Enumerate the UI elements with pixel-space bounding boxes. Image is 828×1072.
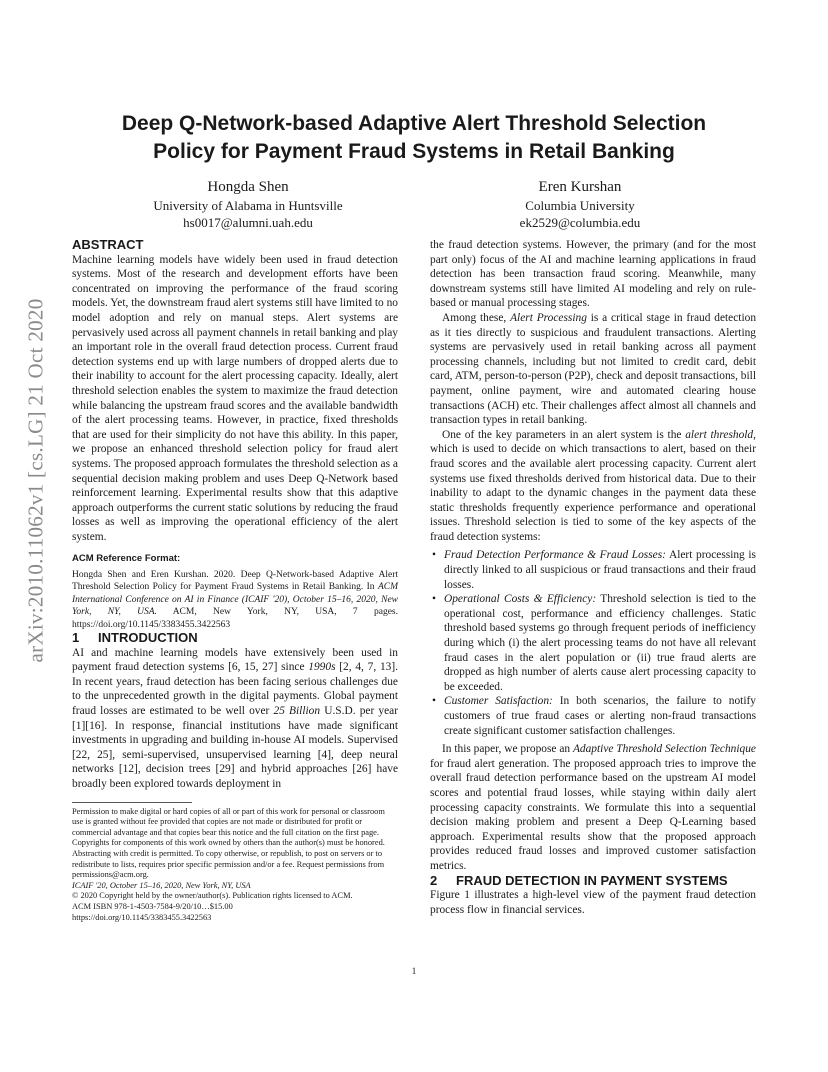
emphasis: 25 Billion <box>273 705 321 718</box>
intro-paragraph-3 <box>430 428 756 545</box>
title-line-2: Policy for Payment Fraud Systems in Retail Banking <box>153 140 675 163</box>
section-2-heading <box>430 874 756 889</box>
author-email: ek2529@columbia.edu <box>519 215 641 230</box>
intro-paragraph-4 <box>430 742 756 873</box>
text-run: In this paper, we propose an <box>442 743 573 756</box>
arxiv-sidebar <box>22 290 50 670</box>
text-run: U.S.D. per year [1][16]. In response, financial institutions have made significant investments in upgrading and building in-house AI models. Supervised [22, 25], semi-supervised, unsupervised learning [4], deep neural networks [12], decision trees [29] and hybrid approaches [26] have broadly been explored towards deployment in <box>72 705 398 791</box>
emphasis: Alert Processing <box>510 311 587 324</box>
intro-paragraph <box>72 646 398 792</box>
text-run: Among these, <box>442 311 511 324</box>
section-1-heading <box>72 631 398 646</box>
bullet-text: In both scenarios, the failure to notify customers of true fraud cases or alerting non-fraud transactions create significant customer satisfaction challenges. <box>444 695 756 737</box>
text-run: [2, 4, 7, 13]. In recent years, fraud detection has been facing serious challenges due to the unprecedented growth in the digital payments. Global payment fraud losses are estimated to be well over <box>72 661 398 718</box>
section-number: 1 <box>72 630 80 646</box>
bullet-term: Operational Costs & Efficiency: <box>444 593 597 606</box>
emphasis: Adaptive Threshold Selection Technique <box>572 743 756 756</box>
text-run: , which is used to decide on which transactions to alert, based on their fraud scores and the available alert processing capacity. Current alert systems use fixed thresholds derived from historical data. Due to their inability to adapt to the dynamic changes in the payment data these static thresholds frequently experience performance and operational issues. Threshold selection is tied to some of the key aspects of the fraud detection systems: <box>430 428 756 543</box>
author-email: hs0017@alumni.uah.edu <box>183 215 313 230</box>
arxiv-identifier: arXiv:2010.11062v1 [cs.LG] 21 Oct 2020 <box>23 297 48 663</box>
list-item <box>432 592 756 694</box>
title-line-1: Deep Q-Network-based Adaptive Alert Threshold Selection <box>121 112 707 135</box>
bullet-icon: • <box>432 549 436 562</box>
acm-reference-text: Hongda Shen and Eren Kurshan. 2020. Deep Q-Network-based Adaptive Alert Threshold Selection Policy for Payment Fraud Systems in Retail Banking. In <box>72 570 398 593</box>
text-run: AI and machine learning models have extensively been used in payment fraud detection systems [6, 15, 27] since <box>72 646 398 674</box>
acm-reference-body <box>72 569 398 631</box>
bullet-text: Threshold selection is tied to the operational cost, performance and efficiency challenges. Static threshold based systems go through frequent periods of inefficiency during which (i) the alert processing teams do not have all relevant fraud cases in the alert population or (ii) true fraud alerts are dropped as high number of alerts cause alert processing capacity to be exceeded. <box>444 593 756 693</box>
bullet-list <box>430 548 756 738</box>
intro-paragraph-continued: the fraud detection systems. However, the primary (and for the most part only) focus of the AI and machine learning applications in fraud detection has been transaction fraud scoring. Meanwhile, many downstream systems still have limited AI modeling and rely on rule-based or manual processing stages. <box>430 239 756 310</box>
copyright-line: © 2020 Copyright held by the owner/author(s). Publication rights licensed to ACM. <box>72 891 353 901</box>
author-name: Eren Kurshan <box>538 179 622 195</box>
list-item <box>432 548 756 592</box>
acm-reference-heading: ACM Reference Format: <box>72 553 181 565</box>
intro-paragraph-2 <box>430 311 756 428</box>
section-title: FRAUD DETECTION IN PAYMENT SYSTEMS <box>456 872 728 888</box>
left-column <box>72 238 398 923</box>
bullet-term: Customer Satisfaction: <box>444 695 553 708</box>
bullet-text: Alert processing is directly linked to all suspicious or fraud transactions and their fraud losses. <box>444 549 756 591</box>
bullet-icon: • <box>432 695 436 708</box>
doi-line: https://doi.org/10.1145/3383455.3422563 <box>72 912 212 922</box>
text-run: One of the key parameters in an alert system is the <box>442 428 686 441</box>
author-affiliation: Columbia University <box>525 198 635 213</box>
permission-notice: Permission to make digital or hard copies of all or part of this work for personal or classroom use is granted without fee provided that copies are not made or distributed for profit or commercial advantage and that copies bear this notice and the full citation on the first page. Copyrights for components of this work owned by others than the author(s) must be honored. Abstracting with credit is permitted. To copy otherwise, or republish, to post on servers or to redistribute to lists, requires prior specific permission and/or a fee. Request permissions from permissions@acm.org. <box>72 806 385 880</box>
isbn-line: ACM ISBN 978-1-4503-7584-9/20/10…$15.00 <box>72 901 233 911</box>
copyright-footnote <box>72 807 398 924</box>
acm-reference-text-2: ACM, New York, NY, USA, 7 pages. https://doi.org/10.1145/3383455.3422563 <box>72 607 398 630</box>
acm-reference-venue: ACM International Conference on AI in Finance (ICAIF '20), October 15–16, 2020, New York, NY, USA. <box>72 582 398 618</box>
author-affiliation: University of Alabama in Huntsville <box>153 198 343 213</box>
section-2-paragraph: Figure 1 illustrates a high-level view of the payment fraud detection process flow in financial services. <box>430 889 756 916</box>
section-title: INTRODUCTION <box>98 630 198 646</box>
list-item <box>432 694 756 738</box>
conference-venue <box>72 881 398 892</box>
venue-text: ICAIF '20, October 15–16, 2020, New York, NY, USA <box>72 880 251 890</box>
author-name: Hongda Shen <box>207 179 289 195</box>
author-block-1 <box>98 177 398 231</box>
section-number: 2 <box>430 872 438 888</box>
emphasis: alert threshold <box>685 428 754 441</box>
page-number: 1 <box>411 966 417 976</box>
author-block-2 <box>430 177 730 231</box>
bullet-icon: • <box>432 593 436 606</box>
bullet-term: Fraud Detection Performance & Fraud Losses: <box>444 549 666 562</box>
emphasis: 1990s <box>308 661 336 674</box>
footnote-divider <box>72 802 192 803</box>
abstract-heading: ABSTRACT <box>72 237 144 252</box>
abstract-body: Machine learning models have widely been used in fraud detection systems. Most of the research and development efforts have been concentrated on improving the performance of the fraud scoring models. Yet, the downstream fraud alert systems still have limited to no model adoption and rely on manual steps. Alert systems are pervasively used across all payment channels in retail banking and play an important role in the overall fraud detection process. Current fraud detection systems end up with large numbers of dropped alerts due to their inability to account for the alert processing capacity. Ideally, alert threshold selection enables the system to maximize the fraud detection while balancing the upstream fraud scores and the available bandwidth of the alert processing teams. However, in practice, fixed thresholds that are used for their simplicity do not have this ability. In this paper, we propose an enhanced threshold selection policy for fraud alert systems. The proposed approach formulates the threshold selection as a sequential decision making problem and uses Deep Q-Network based reinforcement learning. Experimental results show that this adaptive approach outperforms the current static solutions by reducing the fraud losses as well as improving the operational efficiency of the alert system. <box>72 253 398 543</box>
paper-title <box>72 110 756 166</box>
right-column <box>430 238 756 917</box>
text-run: is a critical stage in fraud detection as it ties directly to suspicious and fraudulent transactions. Alerting systems are pervasively used in retail banking across all payment processing channels, including but not limited to credit card, debit card, ATM, person-to-person (P2P), check and deposit transactions, bill payment, online payment, wire and automated clearing house transactions (ACH) etc. Their challenges affect almost all channels and transaction types in retail banking. <box>430 311 757 427</box>
text-run: for fraud alert generation. The proposed approach tries to improve the overall fraud detection performance based on the upstream AI model scores and potential fraud losses, while staying within daily alert processing capacity constraints. We formulate this into a sequential decision making problem and present a Deep Q-Learning based approach. Experimental results show that the proposed approach provides reduced fraud losses and improved customer satisfaction metrics. <box>430 757 756 872</box>
